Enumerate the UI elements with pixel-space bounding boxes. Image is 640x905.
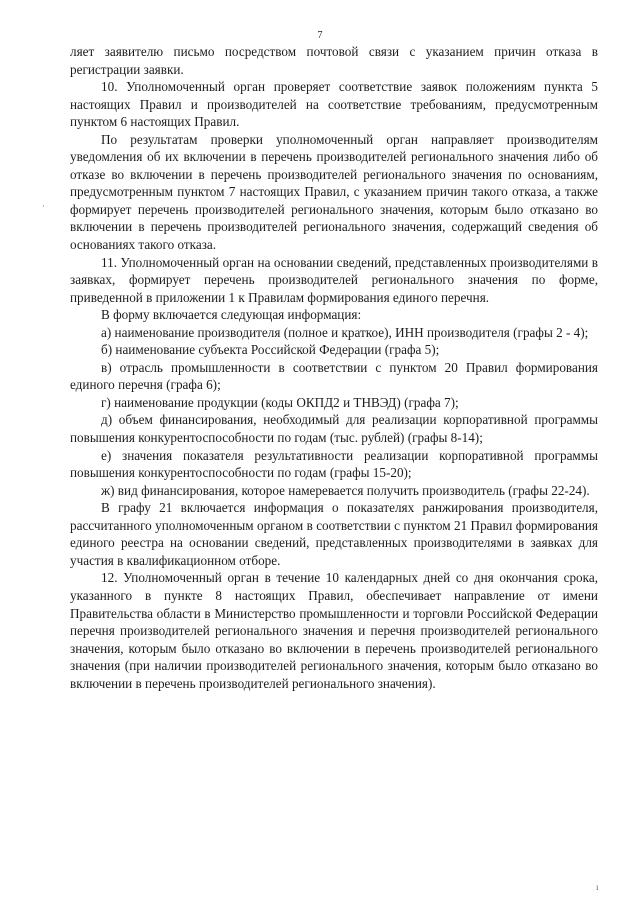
paragraph: е) значения показателя результативности реализации корпоративной программы повышения конкурентоспособности по годам (графы 15-20);: [70, 447, 598, 481]
paragraph: д) объем финансирования, необходимый для реализации корпоративной программы повышения конкурентоспособности по годам (тыс. рублей) (графы 8-14);: [70, 412, 598, 446]
paragraph: 11. Уполномоченный орган на основании сведений, представленных производителями в заявках, формирует перечень производителей регионального значения по форме, приведенной в приложении 1 к Правилам формирования единого перечня.: [70, 254, 598, 305]
page-number: 7: [317, 30, 323, 41]
paragraph: В форму включается следующая информация:: [101, 307, 362, 323]
document-body: [70, 43, 598, 692]
paragraph: По результатам проверки уполномоченный орган направляет производителям уведомления об их включении в перечень производителей регионального значения либо об отказе во включении в перечень производителей регионального значения по основаниям, предусмотренным пунктом 7 настоящих Правил, с указанием причин такого отказа, а также формирует перечень производителей регионального значения, которым было отказано во включении в перечень производителей регионального значения, содержащий сведения об основаниях такого отказа.: [70, 131, 598, 253]
paragraph: г) наименование продукции (коды ОКПД2 и ТНВЭД) (графа 7);: [101, 394, 459, 410]
paragraph: в) отрасль промышленности в соответствии с пунктом 20 Правил формирования единого перечня (графа 6);: [70, 359, 598, 393]
paragraph: б) наименование субъекта Российской Федерации (графа 5);: [101, 342, 440, 358]
scan-mark: ı: [596, 882, 599, 892]
scan-mark: ·: [42, 201, 45, 211]
paragraph: а) наименование производителя (полное и краткое), ИНН производителя (графы 2 - 4);: [101, 324, 589, 340]
paragraph: ж) вид финансирования, которое намеревается получить производитель (графы 22-24).: [101, 482, 590, 498]
paragraph: В графу 21 включается информация о показателях ранжирования производителя, рассчитанного уполномоченным органом в соответствии с пунктом 21 Правил формирования единого реестра на основании сведений, представленных производителями в заявках для участия в квалификационном отборе.: [70, 500, 598, 568]
paragraph: 10. Уполномоченный орган проверяет соответствие заявок положениям пункта 5 настоящих Правил и производителей на соответствие требованиям, предусмотренным пунктом 6 настоящих Правил.: [70, 79, 598, 130]
paragraph: 12. Уполномоченный орган в течение 10 календарных дней со дня окончания срока, указанного в пункте 8 настоящих Правил, обеспечивает направление от имени Правительства области в Министерство промышленности и торговли Российской Федерации перечня производителей регионального значения и перечня производителей регионального значения, которым было отказано во включении в перечень производителей регионального значения (при наличии производителей регионального значения, которым было отказано во включении в перечень производителей регионального значения).: [70, 570, 598, 691]
paragraph: ляет заявителю письмо посредством почтовой связи с указанием причин отказа в регистрации заявки.: [70, 44, 598, 77]
